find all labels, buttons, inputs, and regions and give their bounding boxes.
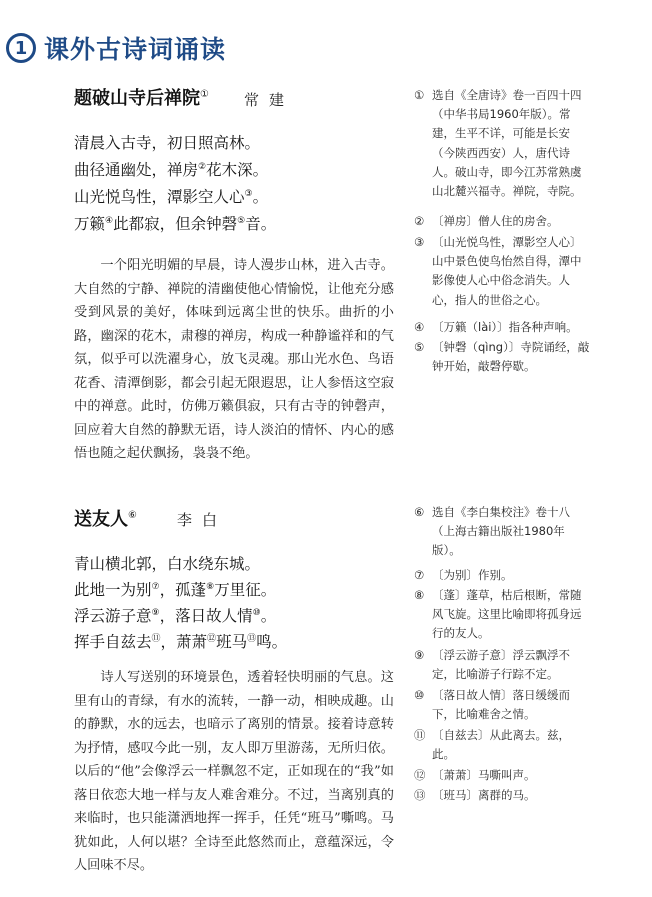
poem2-line-3: 浮云游子意⑨，落日故人情⑩。	[74, 607, 277, 625]
poem1-line-2: 曲径通幽处，禅房②花木深。	[74, 161, 269, 179]
poem2-title-text: 送友人	[74, 509, 128, 530]
poem2-note-13: ⑬ 〔班马〕离群的马。	[414, 788, 536, 802]
poem1-note-2: ② 〔禅房〕僧人住的房舍。	[414, 214, 559, 228]
poem1-note-3: ③ 〔山光悦鸟性，潭影空人心〕山中景色使鸟怡然自得，潭中影像使人心中俗念消失。人心，指人的世俗之心。	[414, 235, 582, 307]
poem2-title	[74, 505, 137, 531]
section-header	[6, 28, 226, 68]
poem2-note-11: ⑪ 〔自兹去〕从此离去。兹，此。	[414, 728, 570, 762]
poem1-line-1: 清晨入古寺，初日照高林。	[74, 134, 261, 152]
poem1-note-1: ① 选自《全唐诗》卷一百四十四（中华书局1960年版）。常建，生平不详，可能是长安（今陕西西安）人，唐代诗人。破山寺，即今江苏常熟虞山北麓兴福寺。禅院，寺院。	[414, 88, 582, 199]
poem2-note-12: ⑫ 〔萧萧〕马嘶叫声。	[414, 768, 536, 782]
poem1-author: 常建	[244, 91, 295, 109]
poem1-line-3: 山光悦鸟性，潭影空人心③。	[74, 188, 269, 206]
poem2-note-9: ⑨ 〔浮云游子意〕浮云飘浮不定，比喻游子行踪不定。	[414, 648, 570, 682]
poem2-note-8: ⑧ 〔蓬〕蓬草，枯后根断，常随风飞旋。这里比喻即将孤身远行的友人。	[414, 588, 582, 641]
section-number-badge: 1	[6, 33, 36, 63]
poem2-title-mark: ⑥	[128, 510, 137, 521]
poem1-title	[74, 84, 209, 110]
poem1-title-mark: ①	[200, 89, 209, 100]
poem2-appreciation: 诗人写送别的环境景色，透着轻快明丽的气息。这里有山的青绿，有水的流转，一静一动，相映成趣。山的静默，水的远去，也暗示了离别的情景。接着诗意转为抒情，感叹今此一别，友人即万里游荡，无所归依。以后的“他”会像浮云一样飘忽不定，正如现在的“我”如落日依恋大地一样与友人难舍难分。不过，当离别真的来临时，也只能潇洒地挥一挥手，任凭“班马”嘶鸣。马犹如此，人何以堪？全诗至此悠然而止，意蕴深远，令人回味不尽。	[74, 670, 394, 873]
section-title: 课外古诗词诵读	[44, 35, 227, 64]
poem1-appreciation: 一个阳光明媚的早晨，诗人漫步山林，进入古寺。大自然的宁静、禅院的清幽使他心情愉悦，让他充分感受到风景的美好，体味到远离尘世的快乐。曲折的小路，幽深的花木，肃穆的禅房，构成一种静谧祥和的气氛，似乎可以洗濯身心，放飞灵魂。那山光水色、鸟语花香、清潭倒影，都会引起无限遐思，让人参悟这空寂中的禅意。此时，仿佛万籁俱寂，只有古寺的钟磬声，回应着大自然的静默无语，诗人淡泊的情怀、内心的感悟也随之起伏飘扬，袅袅不绝。	[74, 258, 394, 461]
poem1-note-5: ⑤ 〔钟磬（qìng）〕寺院诵经，敲钟开始，敲磬停歇。	[414, 340, 590, 374]
poem1-title-text: 题破山寺后禅院	[74, 88, 200, 109]
poem2-line-4: 挥手自兹去⑪，萧萧⑫班马⑬鸣。	[74, 633, 288, 651]
poem2-note-7: ⑦ 〔为别〕作别。	[414, 568, 513, 582]
poem2-line-1: 青山横北郭，白水绕东城。	[74, 555, 261, 573]
poem2-note-10: ⑩ 〔落日故人情〕落日缓缓而下，比喻难舍之情。	[414, 688, 570, 722]
poem2-line-2: 此地一为别⑦，孤蓬⑧万里征。	[74, 581, 277, 599]
poem2-note-6: ⑥ 选自《李白集校注》卷十八（上海古籍出版社1980年版）。	[414, 505, 570, 558]
poem2-author: 李白	[177, 511, 228, 529]
poem1-line-4: 万籁④此都寂，但余钟磬⑤音。	[74, 215, 277, 233]
poem1-note-4: ④ 〔万籁（lài）〕指各种声响。	[414, 320, 578, 334]
